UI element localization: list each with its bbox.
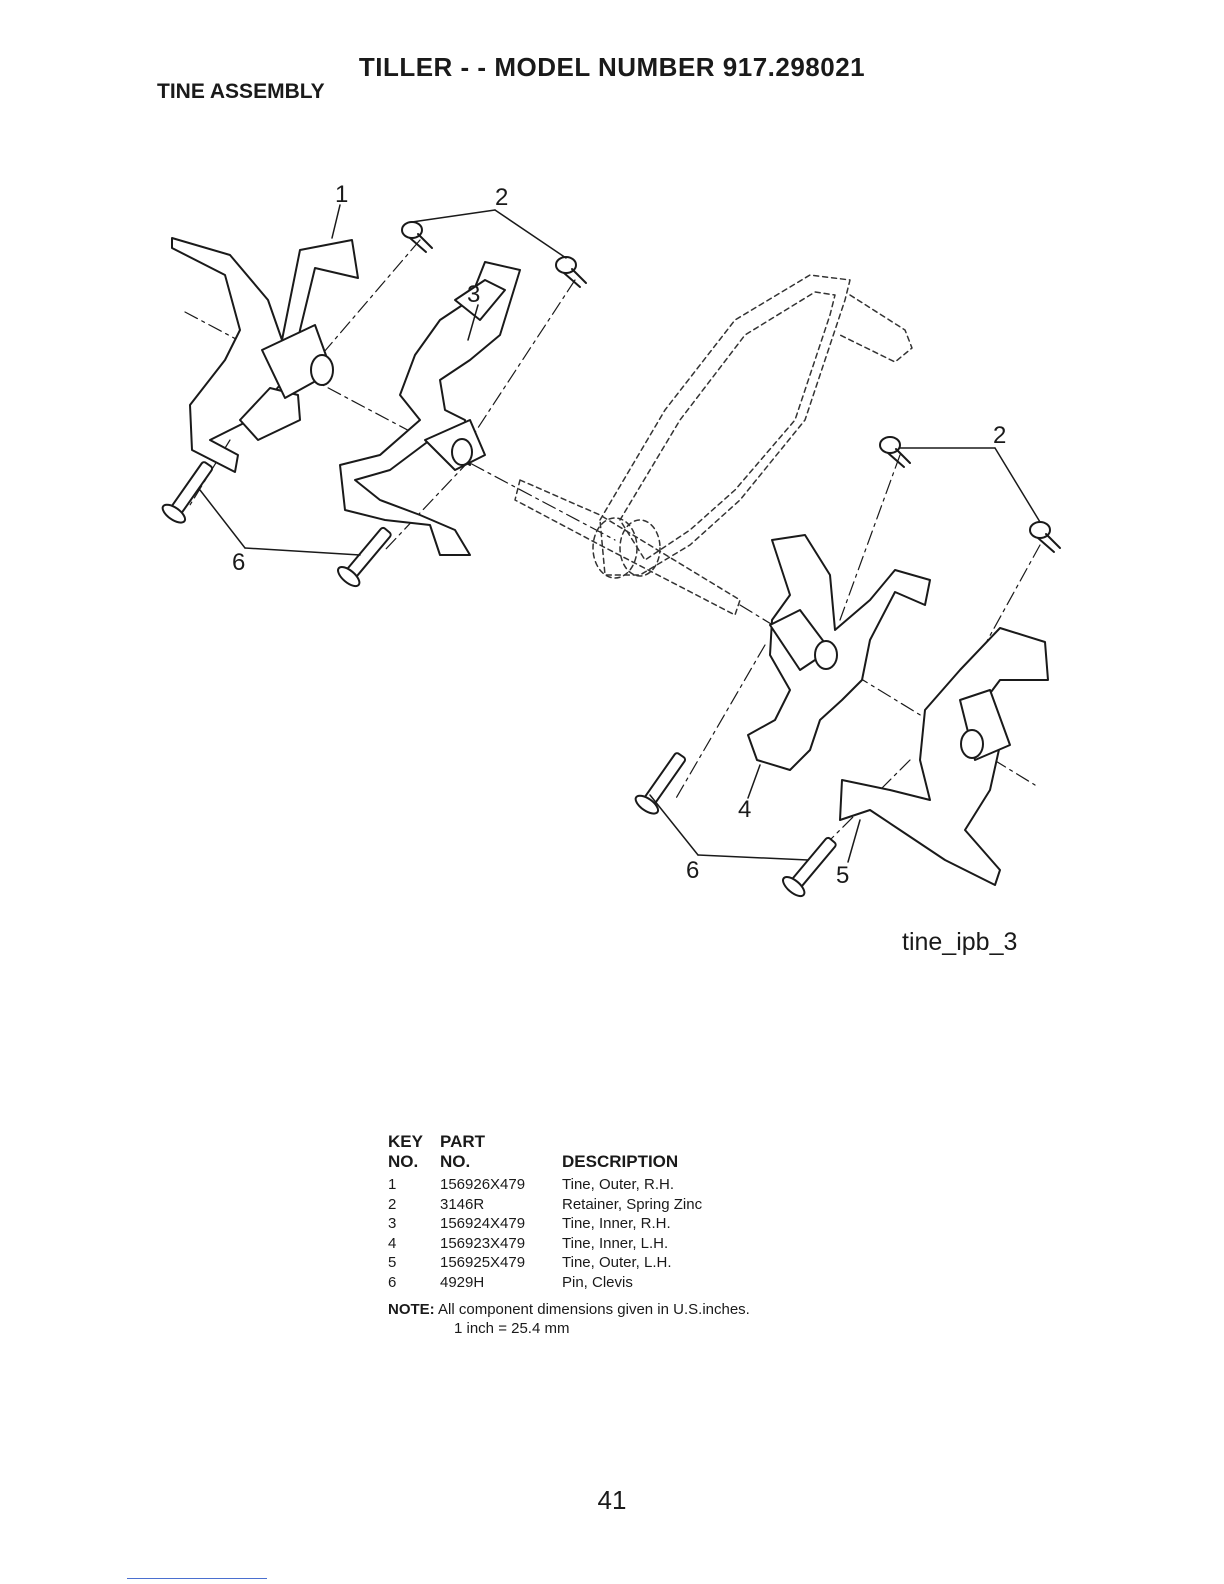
callout-6b: 6	[686, 857, 700, 884]
part-no: 3146R	[440, 1195, 485, 1213]
footer-rule	[127, 1578, 267, 1579]
callout-6a: 6	[232, 549, 246, 576]
table-row	[388, 1253, 848, 1273]
description: Pin, Clevis	[562, 1273, 633, 1291]
tine-outer-rh	[172, 238, 358, 472]
note-label: NOTE:	[388, 1301, 435, 1318]
description: Retainer, Spring Zinc	[562, 1195, 703, 1213]
key-no: 6	[388, 1273, 397, 1291]
page-number: 41	[597, 1485, 627, 1515]
dimension-note	[388, 1300, 750, 1338]
key-no: 1	[388, 1176, 397, 1193]
callout-2a: 2	[495, 184, 509, 211]
diagram-id-label: tine_ipb_3	[902, 928, 1018, 956]
header-key-no: NO.	[388, 1151, 419, 1171]
tine-outer-lh	[840, 628, 1048, 885]
tiller-shaft-ghost	[515, 275, 912, 615]
table-row	[388, 1234, 848, 1254]
part-no: 156923X479	[440, 1234, 526, 1252]
parts-header-row-1	[388, 1132, 848, 1152]
description: Tine, Inner, L.H.	[562, 1234, 669, 1252]
description: Tine, Outer, L.H.	[562, 1254, 672, 1271]
description: Tine, Outer, R.H.	[562, 1176, 674, 1193]
note-conversion: 1 inch = 25.4 mm	[454, 1320, 570, 1337]
tine-inner-lh	[748, 535, 930, 770]
table-row	[388, 1175, 848, 1195]
callout-2b: 2	[993, 422, 1007, 449]
part-no: 156925X479	[440, 1254, 526, 1271]
part-no: 156926X479	[440, 1176, 526, 1193]
callout-4: 4	[738, 796, 752, 823]
page-title: TILLER - - MODEL NUMBER 917.298021	[358, 52, 866, 82]
parts-table	[388, 1132, 848, 1292]
note-text: All component dimensions given in U.S.inches.	[438, 1301, 750, 1318]
callout-1: 1	[335, 181, 349, 208]
part-no: 156924X479	[440, 1215, 526, 1232]
tine-assembly-diagram	[0, 150, 1224, 950]
key-no: 5	[388, 1254, 397, 1271]
header-key: KEY	[388, 1132, 423, 1151]
tine-inner-rh	[340, 262, 520, 555]
callout-3: 3	[467, 281, 481, 308]
callout-5: 5	[836, 862, 850, 889]
part-no: 4929H	[440, 1273, 485, 1291]
header-part-no: NO.	[440, 1151, 471, 1171]
table-row	[388, 1195, 848, 1215]
header-part: PART	[440, 1132, 486, 1151]
section-title: TINE ASSEMBLY	[157, 80, 325, 103]
key-no: 3	[388, 1215, 397, 1232]
parts-header-row-2	[388, 1152, 848, 1172]
table-row	[388, 1273, 848, 1293]
leader-lines	[200, 205, 1040, 862]
description: Tine, Inner, R.H.	[562, 1215, 671, 1232]
key-no: 4	[388, 1234, 397, 1252]
key-no: 2	[388, 1195, 397, 1213]
table-row	[388, 1214, 848, 1234]
header-description: DESCRIPTION	[562, 1151, 679, 1171]
clevis-pins	[160, 457, 842, 899]
